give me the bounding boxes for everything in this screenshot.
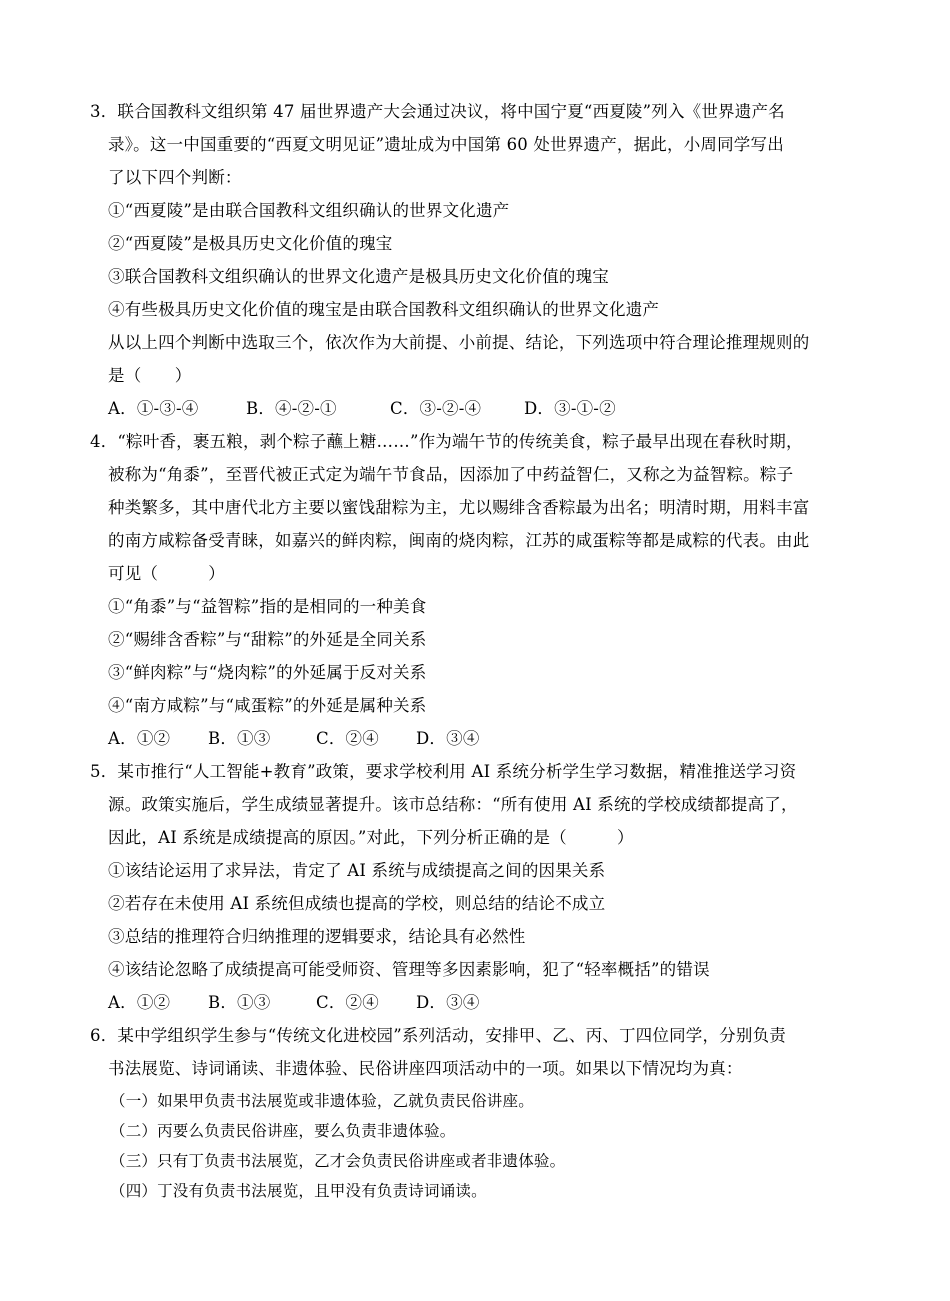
- question-4-option-c[interactable]: C．②④: [316, 729, 379, 748]
- question-3-option-a[interactable]: A．①-③-④: [108, 399, 199, 418]
- question-3-prompt-line-1: 从以上四个判断中选取三个，依次作为大前提、小前提、结论，下列选项中符合理论推理规则的: [108, 333, 810, 352]
- question-5-text-line-1: 5．某市推行“人工智能+教育”政策，要求学校利用 AI 系统分析学生学习数据，精准推送学习资: [90, 762, 797, 781]
- question-5-text-line-2: 源。政策实施后，学生成绩显著提升。该市总结称：“所有使用 AI 系统的学校成绩都提高了，: [108, 795, 798, 814]
- question-4-item-2: ②“赐绯含香粽”与“甜粽”的外延是全同关系: [108, 630, 427, 649]
- question-5-number: 5．: [90, 762, 118, 781]
- question-3-item-1: ①“西夏陵”是由联合国教科文组织确认的世界文化遗产: [108, 201, 510, 220]
- question-6-text-line-1: 6．某中学组织学生参与“传统文化进校园”系列活动，安排甲、乙、丙、丁四位同学，分别负责: [90, 1026, 786, 1045]
- question-3-option-c[interactable]: C．③-②-④: [390, 399, 482, 418]
- question-4-option-d[interactable]: D．③④: [416, 729, 480, 748]
- question-5-item-1: ①该结论运用了求异法，肯定了 AI 系统与成绩提高之间的因果关系: [108, 861, 606, 880]
- question-6-text-line-2: 书法展览、诗词诵读、非遗体验、民俗讲座四项活动中的一项。如果以下情况均为真：: [108, 1059, 743, 1078]
- question-6-condition-4: （四）丁没有负责书法展览，且甲没有负责诗词诵读。: [110, 1182, 487, 1200]
- question-3-item-4: ④有些极具历史文化价值的瑰宝是由联合国教科文组织确认的世界文化遗产: [108, 300, 660, 319]
- question-6-condition-3: （三）只有丁负责书法展览，乙才会负责民俗讲座或者非遗体验。: [110, 1152, 566, 1170]
- question-3-item-3: ③联合国教科文组织确认的世界文化遗产是极具历史文化价值的瑰宝: [108, 267, 609, 286]
- question-4-text-line-3: 种类繁多，其中唐代北方主要以蜜饯甜粽为主，尤以赐绯含香粽最为出名；明清时期，用料丰富: [108, 498, 810, 517]
- question-4-number: 4．: [90, 432, 118, 451]
- question-4-text-line-1: 4．“粽叶香，裹五粮，剥个粽子蘸上糖……”作为端午节的传统美食，粽子最早出现在春秋时期，: [90, 432, 803, 451]
- question-6-number: 6．: [90, 1026, 118, 1045]
- question-6-condition-1: （一）如果甲负责书法展览或非遗体验，乙就负责民俗讲座。: [110, 1092, 534, 1110]
- question-5-option-a[interactable]: A．①②: [108, 993, 171, 1012]
- question-6-condition-2: （二）丙要么负责民俗讲座，要么负责非遗体验。: [110, 1122, 456, 1140]
- question-4-text-line-5: 可见（ ）: [108, 564, 225, 583]
- question-5-option-b[interactable]: B．①③: [208, 993, 271, 1012]
- question-3-prompt-line-2: 是（ ）: [108, 366, 192, 385]
- question-4-option-a[interactable]: A．①②: [108, 729, 171, 748]
- question-5-item-4: ④该结论忽略了成绩提高可能受师资、管理等多因素影响，犯了“轻率概括”的错误: [108, 960, 710, 979]
- question-4-item-3: ③“鲜肉粽”与“烧肉粽”的外延属于反对关系: [108, 663, 427, 682]
- question-4-text-line-4: 的南方咸粽备受青睐，如嘉兴的鲜肉粽，闽南的烧肉粽，江苏的咸蛋粽等都是咸粽的代表。由此: [108, 531, 810, 550]
- question-4-option-b[interactable]: B．①③: [208, 729, 271, 748]
- question-4-text-line-2: 被称为“角黍”，至晋代被正式定为端午节食品，因添加了中药益智仁，又称之为益智粽。粽子: [108, 465, 794, 484]
- question-3-number: 3．: [90, 102, 118, 121]
- question-3-text-line-2: 录》。这一中国重要的“西夏文明见证”遗址成为中国第 60 处世界遗产，据此，小周同学写出: [108, 135, 784, 154]
- question-5-item-3: ③总结的推理符合归纳推理的逻辑要求，结论具有必然性: [108, 927, 526, 946]
- question-3-option-d[interactable]: D．③-①-②: [524, 399, 616, 418]
- question-3-text-line-1: 3．联合国教科文组织第 47 届世界遗产大会通过决议，将中国宁夏“西夏陵”列入《世界遗产名: [90, 102, 785, 121]
- question-5-text-line-3: 因此，AI 系统是成绩提高的原因。”对此，下列分析正确的是（ ）: [108, 828, 634, 847]
- question-4-item-1: ①“角黍”与“益智粽”指的是相同的一种美食: [108, 597, 427, 616]
- question-4-item-4: ④“南方咸粽”与“咸蛋粽”的外延是属种关系: [108, 696, 427, 715]
- question-3-item-2: ②“西夏陵”是极具历史文化价值的瑰宝: [108, 234, 393, 253]
- question-5-item-2: ②若存在未使用 AI 系统但成绩也提高的学校，则总结的结论不成立: [108, 894, 606, 913]
- question-3-option-b[interactable]: B．④-②-①: [246, 399, 337, 418]
- question-3-text-line-3: 了以下四个判断：: [108, 168, 242, 187]
- question-5-option-d[interactable]: D．③④: [416, 993, 480, 1012]
- question-5-option-c[interactable]: C．②④: [316, 993, 379, 1012]
